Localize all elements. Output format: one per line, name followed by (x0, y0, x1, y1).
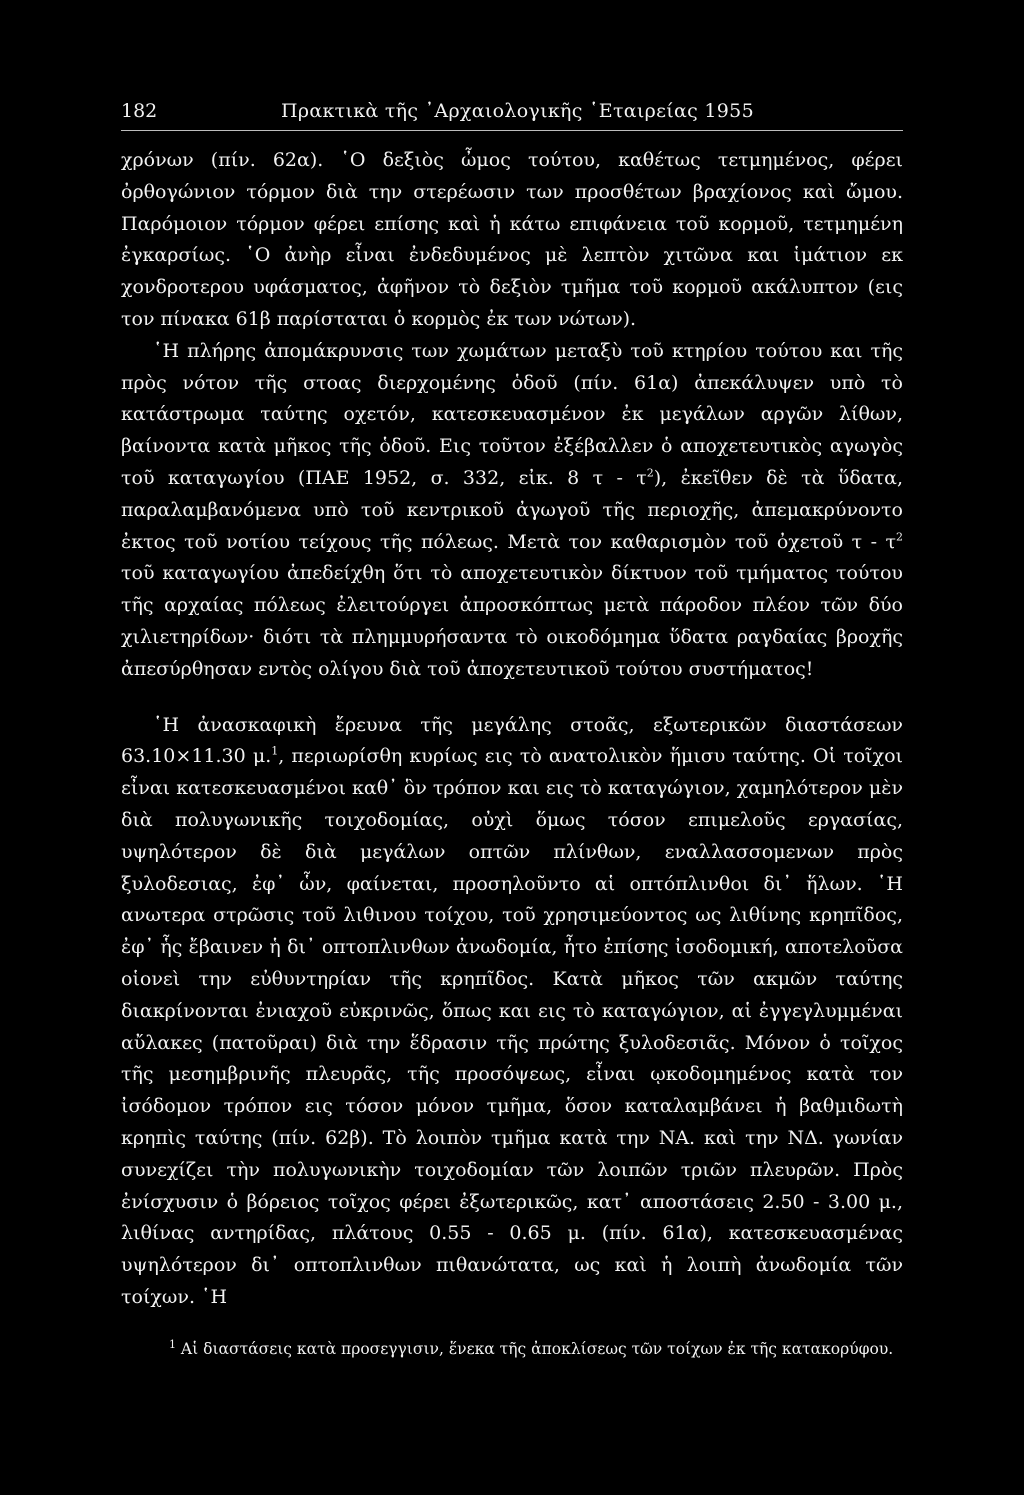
footnote-text: Αἱ διαστάσεις κατὰ προσεγγισιν, ἕνεκα τῆς ἀποκλίσεως τῶν τοίχων ἐκ τῆς κατακορύφου. (176, 1339, 894, 1358)
paragraph-text: ῾Η πλήρης ἀπομάκρυνσις των χωμάτων μεταξὺ τοῦ κτηρίου τούτου και τῆς πρὸς νότον τῆς στοας διερχομένης ὁδοῦ (πίν. 61α) ἀπεκάλυψεν υπὸ τὸ κατάστρωμα ταύτης οχετόν, κατεσκευασμένον ἐκ μεγάλων αργῶν λίθων, βαίνοντα κατὰ μῆκος τῆς ὁδοῦ. Εις τοῦτον ἐξέβαλλεν ὁ αποχετευτικὸς αγωγὸς τοῦ καταγωγίου (ΠΑΕ 1952, σ. 332, εἰκ. 8 τ - τ (121, 339, 903, 489)
paragraph-text: ), ἐκεῖθεν δὲ τὰ ὕδατα, παραλαμβανόμενα υπὸ τοῦ κεντρικοῦ ἀγωγοῦ τῆς περιοχῆς, ἀπεμακρύνοντο ἐκτος τοῦ νοτίου τείχους τῆς πόλεως. Μετὰ τον καθαρισμὸν τοῦ ὀχετοῦ τ - τ (121, 466, 904, 553)
paragraph-drain (121, 336, 903, 686)
footnote-marker: 1 (169, 1337, 176, 1351)
paragraph-stoa (121, 710, 903, 1314)
paragraph-text: ῾Η ἀνασκαφικὴ ἔρευνα τῆς μεγάλης στοᾶς, εξωτερικῶν διαστάσεων 63.10×11.30 μ. (121, 713, 903, 768)
paragraph-text: , περιωρίσθη κυρίως εις τὸ ανατολικὸν ἥμισυ ταύτης. Οἱ τοῖχοι εἶναι κατεσκευασμένοι καθ᾿ ὃν τρόπον και εις τὸ καταγώγιον, χαμηλότερον μὲν διὰ πολυγωνικῆς τοιχοδομίας, οὐχὶ ὅμως τόσον επιμελοῦς εργασίας, υψηλότερον δὲ διὰ μεγάλων οπτῶν πλίνθων, εναλλασσομενων πρὸς ξυλοδεσιας, ἐφ᾿ ὧν, φαίνεται, προσηλοῦντο αἱ οπτόπλινθοι δι᾿ ἥλων. ῾Η ανωτερα στρῶσις τοῦ λιθινου τοίχου, τοῦ χρησιμεύοντος ως λιθίνης κρηπῖδος, ἐφ᾿ ἧς ἔβαινεν ἡ δι᾿ οπτοπλινθων ἀνωδομία, ἦτο ἐπίσης ἰσοδομική, αποτελοῦσα οἱονεὶ την εὐθυντηρίαν τῆς κρηπῖδος. Κατὰ μῆκος τῶν ακμῶν ταύτης διακρίνονται ἐνιαχοῦ εὐκρινῶς, ὅπως και εις τὸ καταγώγιον, αἱ ἐγγεγλυμμέναι αὔλακες (πατοῦραι) διὰ την ἕδρασιν τῆς πρώτης ξυλοδεσιᾶς. Μόνον ὁ τοῖχος τῆς μεσημβρινῆς πλευρᾶς, τῆς προσόψεως, εἶναι ῳκοδομημένος κατὰ τον ἰσόδομον τρόπον εις τόσον μόνον τμῆμα, ὅσον καταλαμβάνει ἡ βαθμιδωτὴ κρηπὶς ταύτης (πίν. 62β). Τὸ λοιπὸν τμῆμα κατὰ την ΝΑ. καὶ την ΝΔ. γωνίαν συνεχίζει τὴν πολυγωνικὴν τοιχοδομίαν τῶν λοιπῶν τριῶν πλευρῶν. Πρὸς ἐνίσχυσιν ὁ βόρειος τοῖχος φέρει ἐξωτερικῶς, κατ᾿ αποστάσεις 2.50 - 3.00 μ., λιθίνας αντηρίδας, πλάτους 0.55 - 0.65 μ. (πίν. 61α), κατεσκευασμένας υψηλότερον δι᾿ οπτοπλινθων πιθανώτατα, ως καὶ ἡ λοιπὴ ἀνωδομία τῶν τοίχων. ῾Η (121, 745, 904, 1308)
header-rule (121, 130, 903, 131)
footnote (121, 1336, 903, 1363)
paragraph-text: τοῦ καταγωγίου ἀπεδείχθη ὅτι τὸ αποχετευτικὸν δίκτυον τοῦ τμήματος τούτου τῆς αρχαίας πόλεως ἐλειτούργει ἀπροσκόπτως μετὰ πάροδον πλέον τῶν δύο χιλιετηρίδων· διότι τὰ πλημμυρήσαντα τὸ οικοδόμημα ὕδατα ραγδαίας βροχῆς ἀπεσύρθησαν εντὸς ολίγου διὰ τοῦ ἀποχετευτικοῦ τούτου συστήματος! (121, 562, 903, 680)
superscript: 2 (646, 466, 654, 480)
footnote-reference: 1 (271, 745, 279, 759)
footnote-line (121, 1336, 903, 1363)
running-title: Πρακτικὰ τῆς ᾿Αρχαιολογικῆς ῾Εταιρείας 1955 (281, 100, 754, 122)
page-number: 182 (121, 100, 158, 122)
main-text (121, 145, 903, 1314)
book-page (121, 96, 903, 1363)
page-header (121, 96, 903, 130)
paragraph-text: χρόνων (πίν. 62α). ῾Ο δεξιὸς ὦμος τούτου, καθέτως τετμημένος, φέρει ὀρθογώνιον τόρμον διὰ την στερέωσιν των προσθέτων βραχίονος καὶ ὤμου. Παρόμοιον τόρμον φέρει επίσης καὶ ἡ κάτω επιφάνεια τοῦ κορμοῦ, τετμημένη ἐγκαρσίως. ῾Ο ἀνὴρ εἶναι ἐνδεδυμένος μὲ λεπτὸν χιτῶνα και ἱμάτιον εκ χονδροτερου υφάσματος, ἀφῆνον τὸ δεξιὸν τμῆμα τοῦ κορμοῦ ακάλυπτον (εις τον πίνακα 61β παρίσταται ὁ κορμὸς ἐκ των νώτων). (121, 149, 903, 330)
superscript: 2 (896, 530, 903, 544)
paragraph-statue (121, 145, 903, 336)
